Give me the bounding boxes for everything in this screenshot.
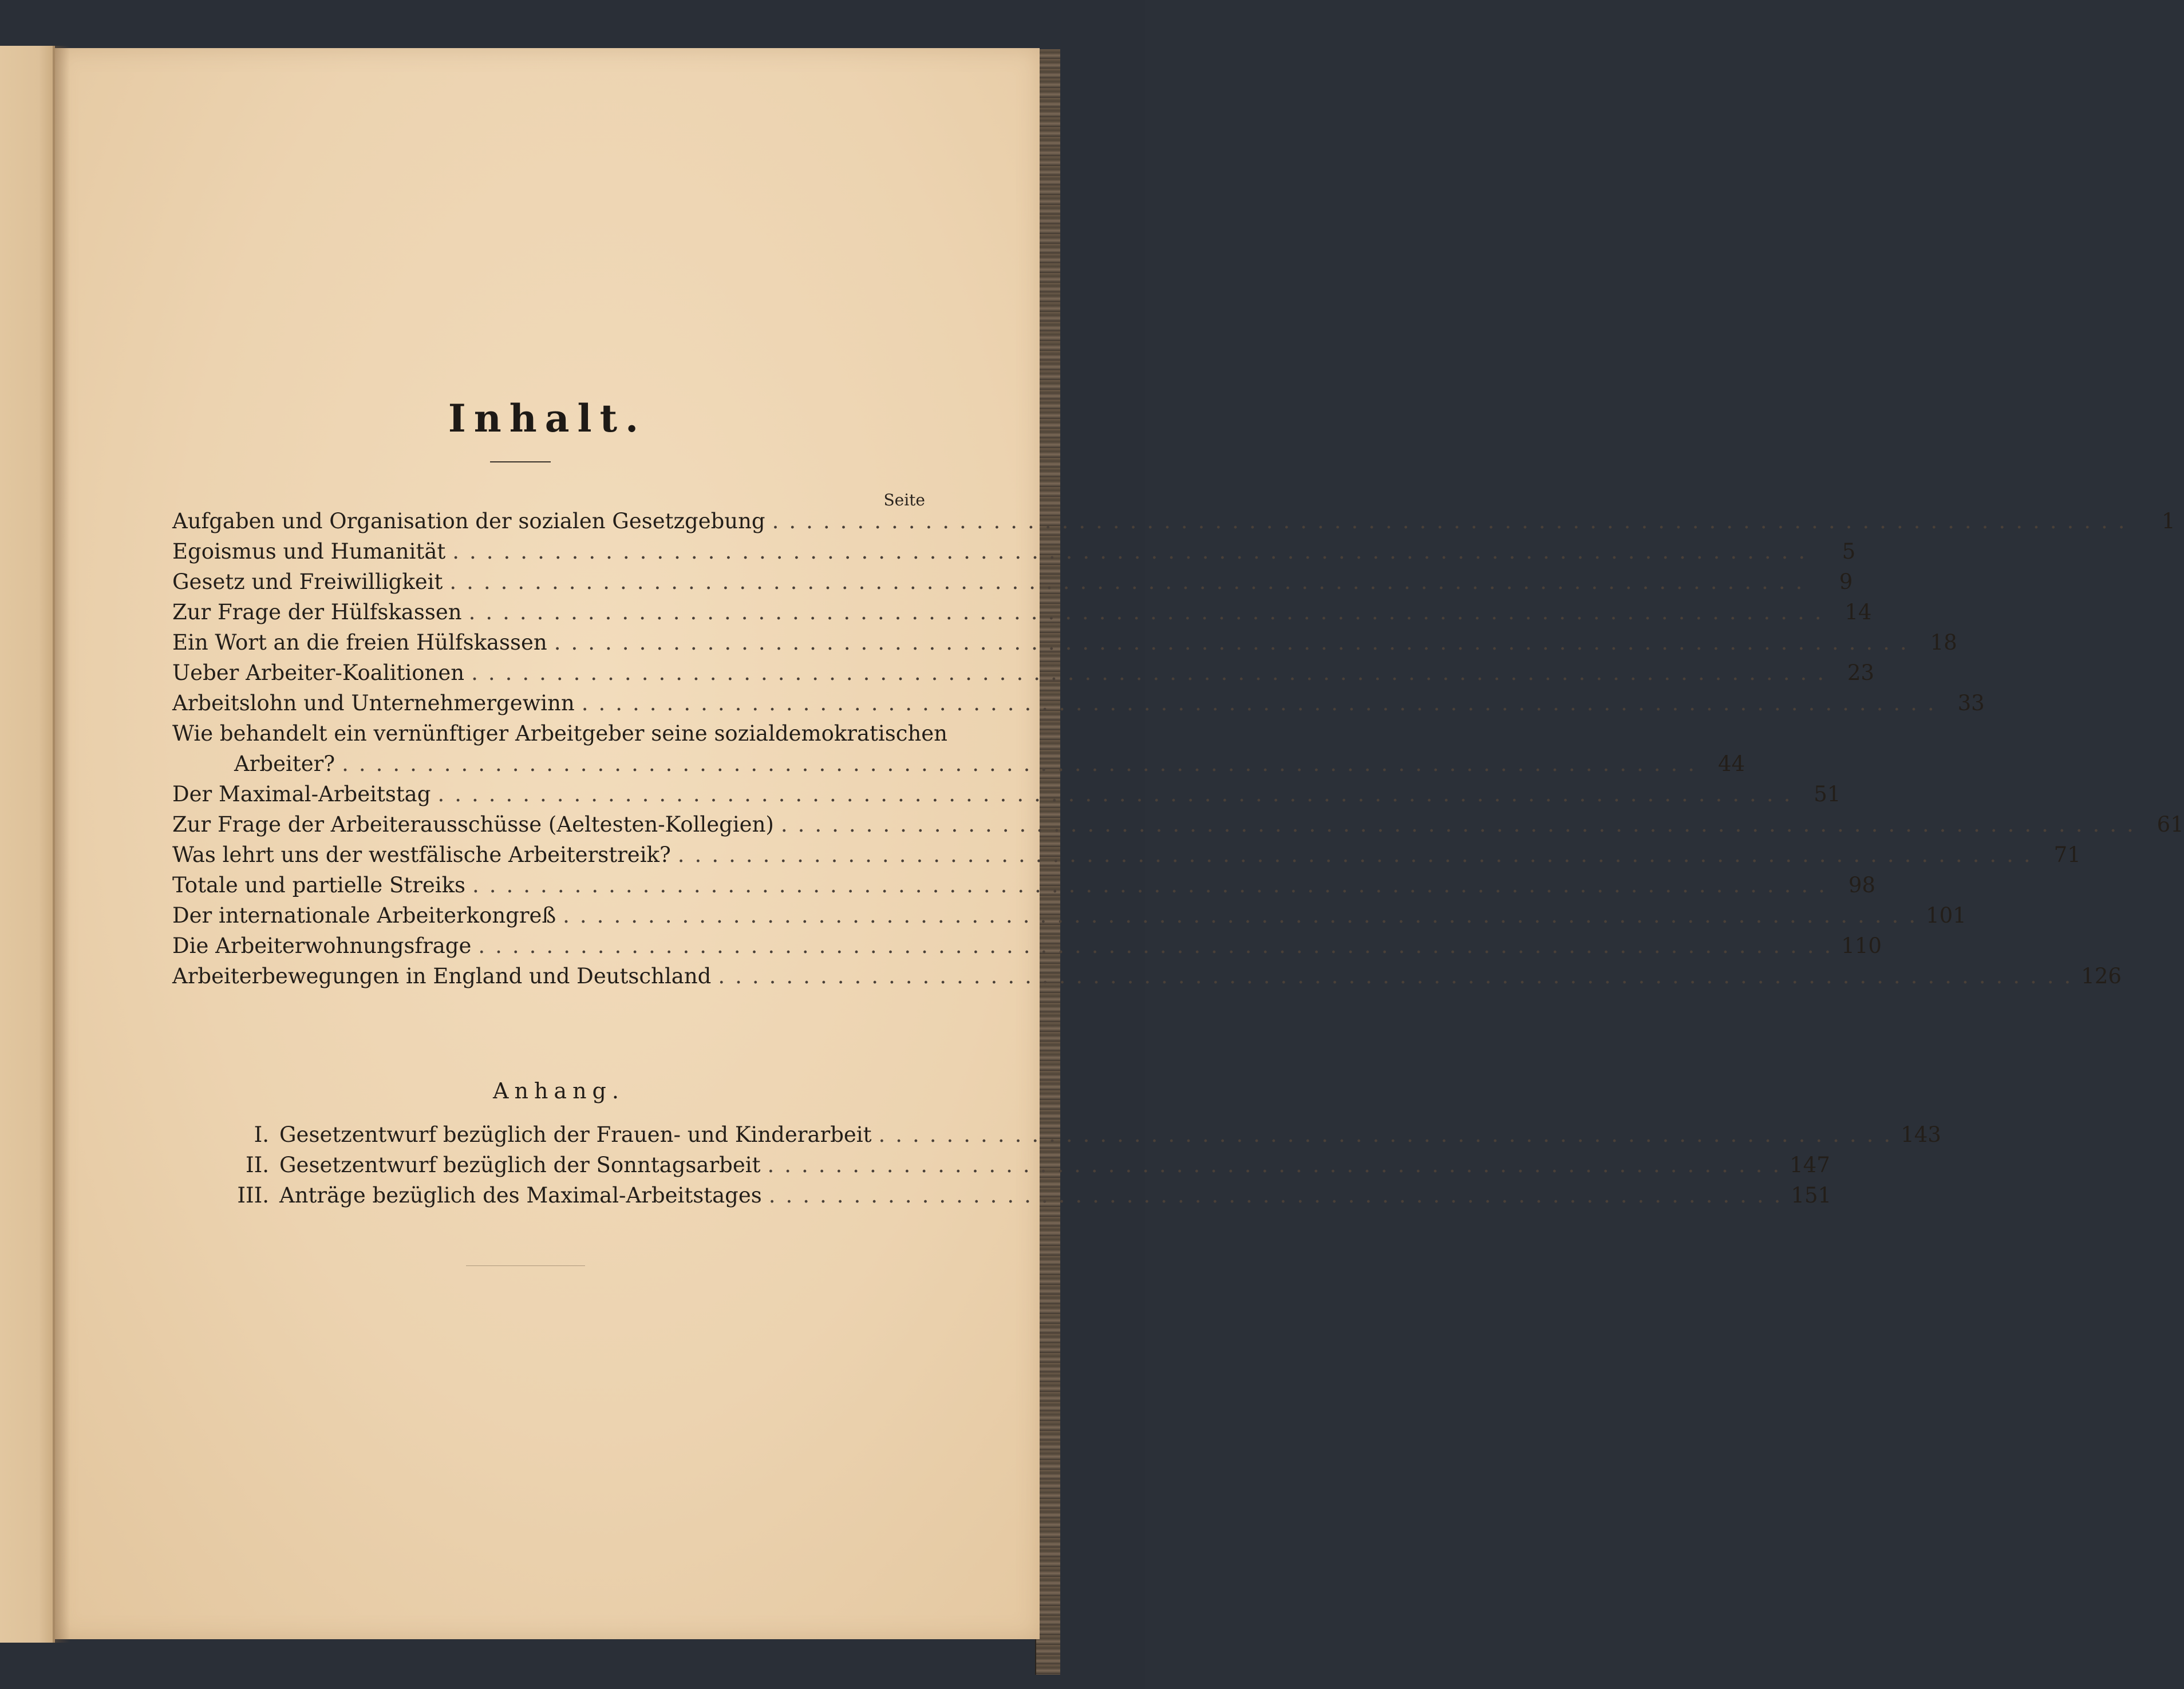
toc-entry-title: Arbeiterbewegungen in England und Deutschland: [172, 964, 712, 988]
appendix-title: Anträge bezüglich des Maximal-Arbeitstages: [279, 1183, 762, 1208]
toc-entry-page: 33: [1957, 691, 1985, 715]
toc-entry-page: 101: [1926, 903, 1966, 928]
toc-entry-page: 9: [1839, 569, 1853, 594]
toc-entry: [172, 809, 2184, 840]
appendix-numeral: III.: [237, 1183, 269, 1208]
appendix-page: 147: [1790, 1153, 1830, 1177]
dot-leader: ............................................................: [768, 1183, 1791, 1208]
toc-entry: [172, 536, 1856, 567]
toc-entry-title: Was lehrt uns der westfälische Arbeiterstreik?: [172, 842, 671, 867]
toc-entry: [172, 749, 1745, 779]
toc-entry-title: Gesetz und Freiwilligkeit: [172, 569, 443, 594]
toc-entry: [172, 931, 1882, 961]
page-column-label: Seite: [883, 491, 925, 509]
toc-entry-title: Der internationale Arbeiterkongreß: [172, 903, 556, 928]
toc-entry-title: Zur Frage der Hülfskassen: [172, 600, 462, 624]
dot-leader: ................................................................................: [554, 630, 1917, 655]
toc-entry-title: Totale und partielle Streiks: [172, 873, 466, 897]
appendix-entry: [227, 1180, 1832, 1211]
appendix-list: [227, 1120, 1941, 1211]
toc-entry-page: 71: [2053, 842, 2081, 867]
toc-entry: [172, 718, 948, 749]
appendix-entry: [227, 1150, 1830, 1180]
dot-leader: ................................................................................: [563, 903, 1926, 928]
toc-entry: [172, 597, 1872, 627]
dot-leader: ................................................................................: [677, 842, 2041, 867]
toc-entry: [172, 506, 2175, 536]
toc-entry-page: 18: [1930, 630, 1957, 655]
toc-entry-page: 23: [1847, 660, 1874, 685]
title-divider: [490, 461, 551, 462]
dot-leader: ................................................................................: [449, 569, 1813, 594]
closing-rule: [466, 1265, 585, 1266]
toc-entry: [172, 840, 2081, 870]
dot-leader: ................................................................................: [472, 873, 1835, 897]
appendix-numeral: II.: [246, 1153, 269, 1177]
dot-leader: ................................................................................: [468, 600, 1832, 624]
page-title: Inhalt.: [448, 396, 647, 441]
dot-leader: ................................................................................: [342, 751, 1705, 776]
toc-entry: [172, 688, 1985, 718]
toc-entry-title: Ein Wort an die freien Hülfskassen: [172, 630, 547, 655]
toc-entry-page: 1: [2161, 509, 2175, 533]
toc-entry-page: 44: [1717, 751, 1745, 776]
toc-entry-page: 5: [1842, 539, 1856, 564]
facing-page-edge: [0, 46, 55, 1643]
appendix-title: Gesetzentwurf bezüglich der Sonntagsarbeit: [279, 1153, 761, 1177]
toc-entry-title: Arbeiter?: [234, 751, 335, 776]
appendix-heading: Anhang.: [493, 1078, 625, 1103]
toc-entry-title: Aufgaben und Organisation der sozialen Gesetzgebung: [172, 509, 765, 533]
toc-entry-page: 51: [1814, 782, 1841, 806]
toc-entry: [172, 900, 1966, 931]
toc-entry: [172, 870, 1875, 900]
appendix-page: 143: [1901, 1122, 1941, 1147]
toc-entry: [172, 567, 1853, 597]
toc-entry-page: 14: [1845, 600, 1872, 624]
toc-entry-page: 61: [2157, 812, 2184, 837]
toc-entry-title: Ueber Arbeiter-Koalitionen: [172, 660, 465, 685]
appendix-entry: [227, 1120, 1941, 1150]
toc-entry-title: Zur Frage der Arbeiterausschüsse (Aeltesten-Kollegien): [172, 812, 774, 837]
appendix-page: 151: [1791, 1183, 1832, 1208]
toc-entry-page: 126: [2081, 964, 2122, 988]
spine-shadow: [53, 46, 70, 1643]
dot-leader: ................................................................................: [581, 691, 1945, 715]
toc-entry-page: 110: [1841, 934, 1882, 958]
toc-entry-title: Der Maximal-Arbeitstag: [172, 782, 431, 806]
toc-entry-title: Wie behandelt ein vernünftiger Arbeitgeber seine sozialdemokratischen: [172, 721, 948, 746]
toc-entry: [172, 627, 1957, 658]
appendix-title: Gesetzentwurf bezüglich der Frauen- und Kinderarbeit: [279, 1122, 872, 1147]
toc-entry-page: 98: [1848, 873, 1875, 897]
toc-entry: [172, 961, 2122, 991]
toc-entry-title: Die Arbeiterwohnungsfrage: [172, 934, 472, 958]
dot-leader: ................................................................................: [772, 509, 2135, 533]
toc-entry-title: Egoismus und Humanität: [172, 539, 446, 564]
dot-leader: ................................................................................: [478, 934, 1842, 958]
toc-entry: [172, 779, 1841, 809]
contents-page: [55, 48, 2184, 1639]
appendix-numeral: I.: [254, 1122, 269, 1147]
dot-leader: ............................................................: [878, 1122, 1901, 1147]
dot-leader: ................................................................................: [780, 812, 2144, 837]
dot-leader: ................................................................................: [452, 539, 1816, 564]
dot-leader: ............................................................: [767, 1153, 1790, 1177]
toc-entry: [172, 658, 1874, 688]
table-of-contents: [172, 506, 2184, 991]
dot-leader: ................................................................................: [471, 660, 1834, 685]
toc-entry-title: Arbeitslohn und Unternehmergewinn: [172, 691, 575, 715]
dot-leader: ................................................................................: [718, 964, 2082, 988]
dot-leader: ................................................................................: [437, 782, 1801, 806]
